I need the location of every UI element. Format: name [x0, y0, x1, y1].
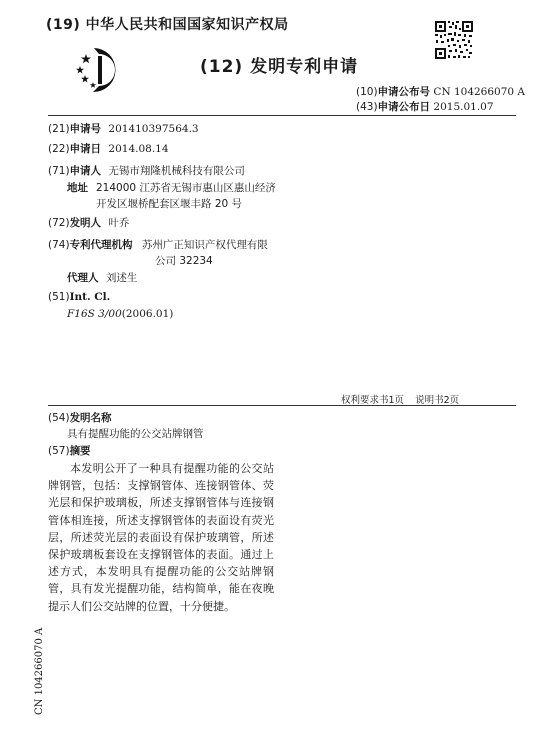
bottom-divider [48, 405, 516, 406]
address-line-2: 开发区堰桥配套区堰丰路 20 号 [96, 198, 243, 210]
app-no-code: (21) [48, 123, 70, 135]
title-label: 发明名称 [69, 412, 112, 424]
doc-kind-title: 发明专利申请 [250, 57, 359, 77]
applicant-code: (71) [48, 165, 70, 177]
app-date-value: 2014.08.14 [108, 143, 169, 155]
inventor-value: 叶乔 [108, 217, 130, 229]
abstract-code: (57) [48, 445, 70, 457]
doc-kind-code: (12) [200, 57, 244, 77]
claims-page-count: 权利要求书1页 [341, 395, 405, 406]
office-code: (19) [46, 17, 81, 33]
ipc-class-row [67, 308, 173, 320]
ipc-label: Int. Cl. [69, 291, 111, 303]
address-line-1: 214000 江苏省无锡市惠山区惠山经济 [96, 182, 276, 194]
app-date-code: (22) [48, 143, 70, 155]
inventor-label: 发明人 [69, 217, 102, 229]
app-no-value: 201410397564.3 [108, 123, 199, 135]
inventor-code: (72) [48, 217, 70, 229]
ipc-version: (2006.01) [121, 308, 174, 320]
cnipa-logo-icon [72, 42, 128, 98]
app-date-label: 申请日 [69, 143, 102, 155]
application-number-row [48, 121, 199, 136]
ipc-code: (51) [48, 291, 70, 303]
application-date-row [48, 141, 169, 156]
abstract-heading [48, 443, 91, 458]
agency-line-1: 苏州广正知识产权代理有限 [141, 239, 268, 251]
agent-row [67, 270, 137, 285]
document-kind [200, 52, 358, 77]
pub-no-value: CN 104266070 A [433, 86, 526, 98]
pub-date-code: (43) [356, 101, 378, 113]
address-label: 地址 [67, 182, 88, 194]
agent-value: 刘述生 [105, 272, 138, 284]
agency-row [48, 237, 268, 252]
description-page-count: 说明书2页 [415, 395, 460, 406]
top-divider [48, 115, 516, 116]
invention-title: 具有提醒功能的公交站牌钢管 [67, 428, 204, 440]
publication-date-row [356, 99, 494, 114]
abstract-text: 本发明公开了一种具有提醒功能的公交站牌钢管，包括：支撑钢管体、连接钢管体、荧光层和保护玻璃板，所述支撑钢管体与连接钢管体相连接，所述支撑钢管体的表面设有荧光层，所述荧光层的表面设有保护玻璃管，所述保护玻璃板套设在支撑钢管体的表面。通过上述方式，本发明具有提醒功能的公交站牌钢管，具有发光提醒功能，结构简单，能在夜晚提示人们公交站牌的位置，十分便捷。 [48, 462, 274, 613]
qr-code-icon [434, 20, 474, 60]
ipc-row [48, 291, 110, 303]
publication-number-row [356, 84, 525, 99]
pub-no-label: 申请公布号 [377, 86, 431, 98]
office-header [46, 14, 289, 34]
page-counts [341, 392, 459, 406]
inventor-row [48, 215, 129, 230]
applicant-label: 申请人 [69, 165, 102, 177]
abstract-label: 摘要 [69, 445, 91, 457]
invention-title-row [48, 410, 112, 425]
pub-date-label: 申请公布日 [377, 101, 431, 113]
ipc-class: F16S 3/00 [67, 308, 122, 320]
title-code: (54) [48, 412, 70, 424]
applicant-row [48, 163, 245, 178]
office-name: 中华人民共和国国家知识产权局 [85, 17, 289, 33]
pub-date-value: 2015.01.07 [433, 101, 494, 113]
applicant-value: 无锡市翔隆机械科技有限公司 [108, 165, 245, 177]
agent-label: 代理人 [67, 272, 99, 284]
agency-line-2: 公司 32234 [155, 255, 213, 267]
app-no-label: 申请号 [69, 123, 102, 135]
agency-label: 专利代理机构 [69, 239, 133, 251]
pub-no-code: (10) [356, 86, 378, 98]
agency-code: (74) [48, 239, 70, 251]
side-publication-number: CN 104266070 A [34, 627, 45, 715]
